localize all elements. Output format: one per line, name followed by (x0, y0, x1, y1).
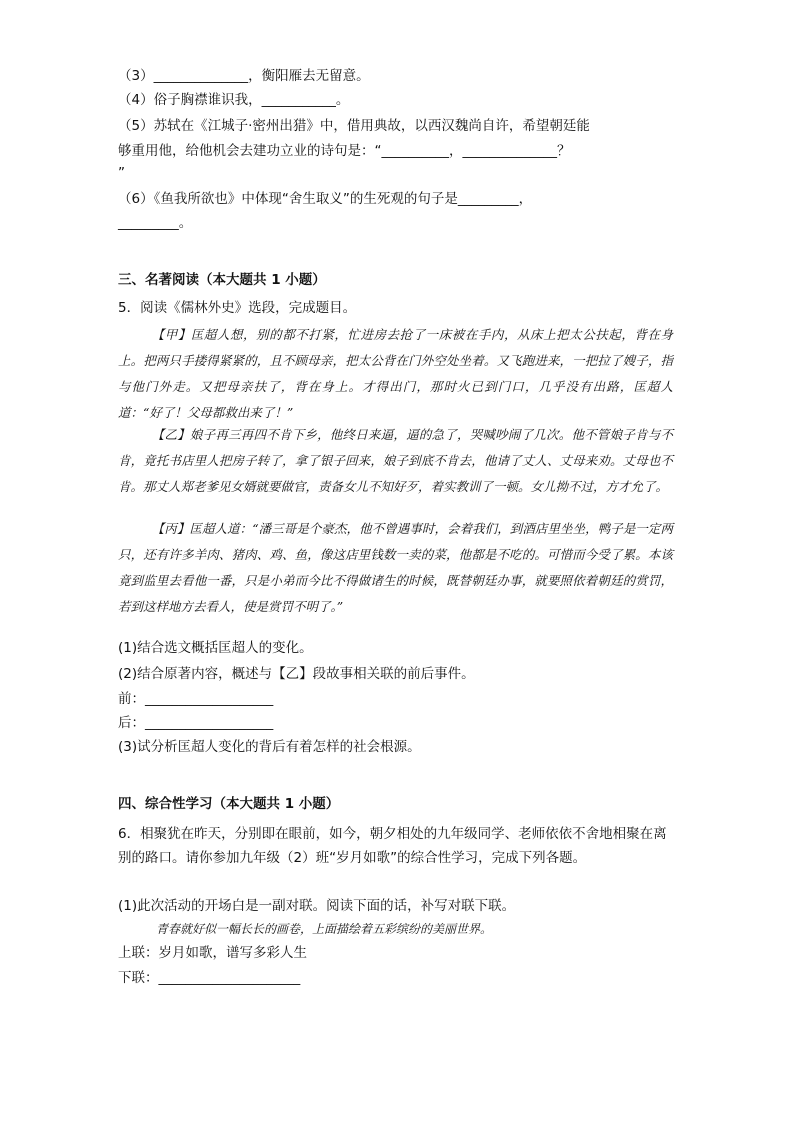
section-4-heading: 四、综合性学习（本大题共 1 小题） (118, 796, 340, 812)
poem-question-5-line-2: 够重用他，给他机会去建功立业的诗句是：“__________，______________？ (118, 143, 571, 159)
question-5-sub-2: (2)结合原著内容，概述与【乙】段故事相关联的前后事件。 (118, 666, 475, 682)
question-5-sub-3: (3)试分析匡超人变化的背后有着怎样的社会根源。 (118, 739, 421, 755)
poem-question-5-line-3: ” (118, 165, 125, 181)
excerpt-bing: 【丙】匡超人道：“潘三哥是个豪杰，他不曾遇事时，会着我们，到酒店里坐坐，鸭子是一定两只，还有许多羊肉、猪肉、鸡、鱼，像这店里钱数一卖的菜，他都是不吃的。可惜而今受了累。本该竟到监里去看他一番，只是小弟而今比不得做诸生的时候，既替朝廷办事，就要照依着朝廷的赏罚，若到这样地方去看人，使是赏罚不明了。” (118, 521, 673, 614)
question-6-intro: 6．相聚犹在昨天，分别即在眼前，如今，朝夕相处的九年级同学、老师依依不舍地相聚在离别的路口。请你参加九年级（2）班“岁月如歌”的综合性学习，完成下列各题。 (118, 826, 667, 866)
section-3-heading: 三、名著阅读（本大题共 1 小题） (118, 272, 326, 288)
question-6-sub-1: (1)此次活动的开场白是一副对联。阅读下面的话，补写对联下联。 (118, 898, 516, 914)
question-5-sub-1: (1)结合选文概括匡超人的变化。 (118, 640, 313, 656)
couplet-lower: 下联：_____________________ (118, 970, 301, 986)
poem-question-3: （3）______________，衡阳雁去无留意。 (118, 68, 370, 84)
poem-question-6-line-1: （6）《鱼我所欲也》中体现“舍生取义”的生死观的句子是_________， (118, 191, 533, 207)
quote-text: 青春就好似一幅长长的画卷，上面描绘着五彩缤纷的美丽世界。 (156, 922, 493, 936)
poem-question-5-line-1: （5）苏轼在《江城子·密州出猎》中，借用典故，以西汉魏尚自许，希望朝廷能 (118, 118, 590, 134)
excerpt-jia: 【甲】匡超人想，别的都不打紧，忙进房去抢了一床被在手内，从床上把太公扶起，背在身上。把两只手搂得紧紧的，且不顾母亲，把太公背在门外空处坐着。又飞跑进来，一把拉了嫂子，指与他门外走。又把母亲扶了，背在身上。才得出门，那时火已到门口，几乎没有出路，匡超人道：“好了！父母都救出来了！” (118, 327, 673, 420)
answer-after-line: 后：___________________ (118, 715, 274, 731)
poem-question-4: （4）俗子胸襟谁识我，___________。 (118, 92, 350, 108)
poem-question-6-line-2: _________。 (118, 215, 193, 231)
excerpt-yi: 【乙】娘子再三再四不肯下乡，他终日来逼，逼的急了，哭喊吵闹了几次。他不管娘子肯与不肯，竟托书店里人把房子转了，拿了银子回来，娘子到底不肯去，他请了丈人、丈母来劝。丈母也不肯。那丈人郑老爹见女婿就要做官，责备女儿不知好歹，着实教训了一顿。女儿拗不过，方才允了。 (118, 427, 673, 494)
answer-before-line: 前：___________________ (118, 691, 274, 707)
question-5-intro: 5．阅读《儒林外史》选段，完成题目。 (118, 300, 357, 316)
couplet-upper: 上联：岁月如歌，谱写多彩人生 (118, 945, 307, 961)
